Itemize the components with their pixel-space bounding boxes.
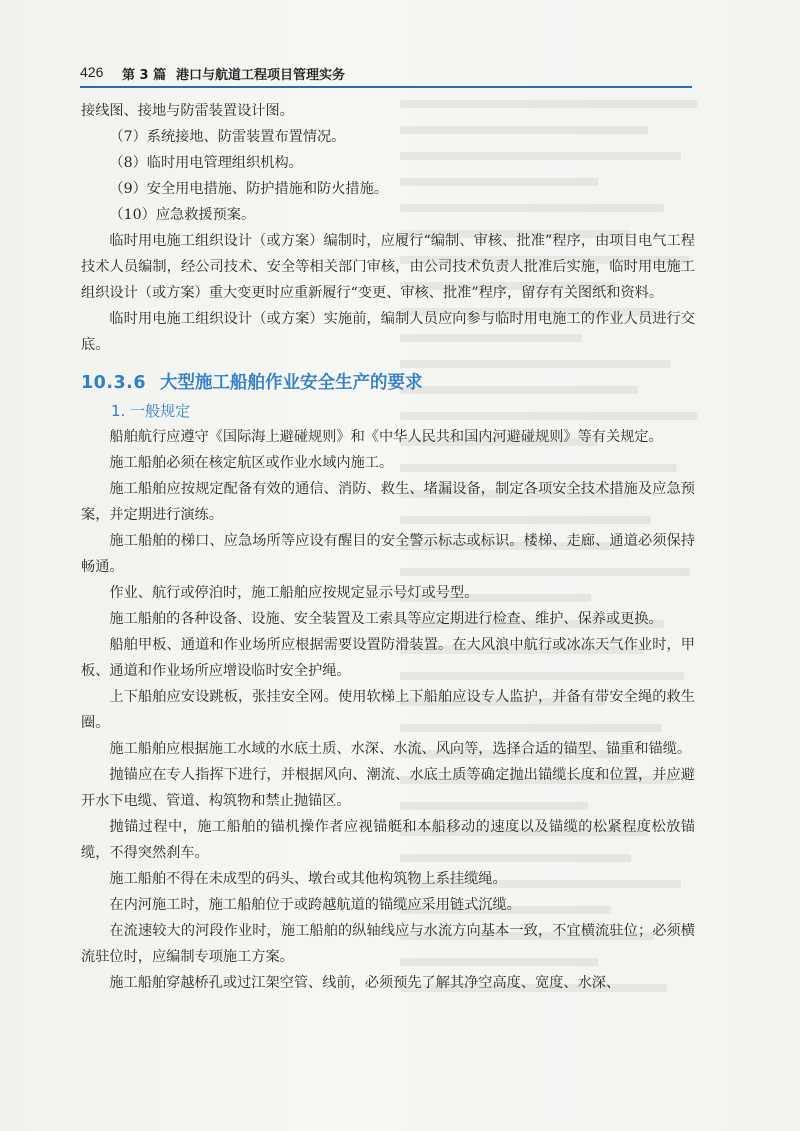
- paragraph: 施工船舶应按规定配备有效的通信、消防、救生、堵漏设备，制定各项安全技术措施及应急预案，并定期进行演练。: [81, 481, 695, 523]
- page-number: 426: [80, 64, 104, 80]
- paragraph: 在内河施工时，施工船舶位于或跨越航道的锚缆应采用链式沉缆。: [109, 897, 521, 913]
- page-body: [81, 98, 695, 996]
- paragraph: 抛锚应在专人指挥下进行，并根据风向、潮流、水底土质等确定抛出锚缆长度和位置，并应避开水下电缆、管道、构筑物和禁止抛锚区。: [81, 767, 695, 809]
- paragraph: 施工船舶穿越桥孔或过江架空管、线前，必须预先了解其净空高度、宽度、水深、: [109, 975, 621, 991]
- paragraph: 作业、航行或停泊时，施工船舶应按规定显示号灯或号型。: [109, 585, 479, 601]
- paragraph: 施工船舶必须在核定航区或作业水域内施工。: [109, 455, 394, 471]
- list-item: （8）临时用电管理组织机构。: [109, 155, 303, 171]
- header-rule: [80, 86, 692, 88]
- paragraph: 施工船舶不得在未成型的码头、墩台或其他构筑物上系挂缆绳。: [109, 871, 507, 887]
- paragraph: 施工船舶应根据施工水域的水底土质、水深、水流、风向等，选择合适的锚型、锚重和锚缆。: [109, 741, 692, 757]
- part-label: 第 3 篇: [122, 68, 167, 83]
- paragraph: 抛锚过程中，施工船舶的锚机操作者应视锚艇和本船移动的速度以及锚缆的松紧程度松放锚缆，不得突然刹车。: [81, 819, 695, 861]
- list-item: （7）系统接地、防雷装置布置情况。: [109, 129, 346, 145]
- section-number: 10.3.6: [81, 373, 147, 393]
- paragraph: 施工船舶的梯口、应急场所等应设有醒目的安全警示标志或标识。楼梯、走廊、通道必须保持畅通。: [81, 533, 695, 575]
- paragraph: 上下船舶应安设跳板，张挂安全网。使用软梯上下船舶应设专人监护，并备有带安全绳的救生圈。: [81, 689, 695, 731]
- running-header: [80, 62, 692, 86]
- paragraph: 施工船舶的各种设备、设施、安全装置及工索具等应定期进行检查、维护、保养或更换。: [109, 611, 663, 627]
- section-title: 大型施工船舶作业安全生产的要求: [160, 373, 423, 393]
- paragraph: 接线图、接地与防雷装置设计图。: [81, 103, 294, 119]
- section-heading: [81, 370, 695, 396]
- paragraph: 船舶甲板、通道和作业场所应根据需要设置防滑装置。在大风浪中航行或冰冻天气作业时，甲板、通道和作业场所应增设临时安全护绳。: [81, 637, 695, 679]
- paragraph: 船舶航行应遵守《国际海上避碰规则》和《中华人民共和国内河避碰规则》等有关规定。: [109, 429, 663, 445]
- subsection-heading: 1. 一般规定: [111, 402, 191, 420]
- book-section-title: 港口与航道工程项目管理实务: [176, 68, 346, 83]
- paragraph: 临时用电施工组织设计（或方案）编制时，应履行“编制、审核、批准”程序，由项目电气工程技术人员编制，经公司技术、安全等相关部门审核，由公司技术负责人批准后实施，临时用电施工组织设计（或方案）重大变更时应重新履行“变更、审核、批准”程序，留存有关图纸和资料。: [81, 233, 695, 301]
- list-item: （9）安全用电措施、防护措施和防火措施。: [109, 181, 388, 197]
- list-item: （10）应急救援预案。: [109, 207, 256, 223]
- paragraph: 临时用电施工组织设计（或方案）实施前，编制人员应向参与临时用电施工的作业人员进行交底。: [81, 311, 695, 353]
- paragraph: 在流速较大的河段作业时，施工船舶的纵轴线应与水流方向基本一致，不宜横流驻位；必须横流驻位时，应编制专项施工方案。: [81, 923, 695, 965]
